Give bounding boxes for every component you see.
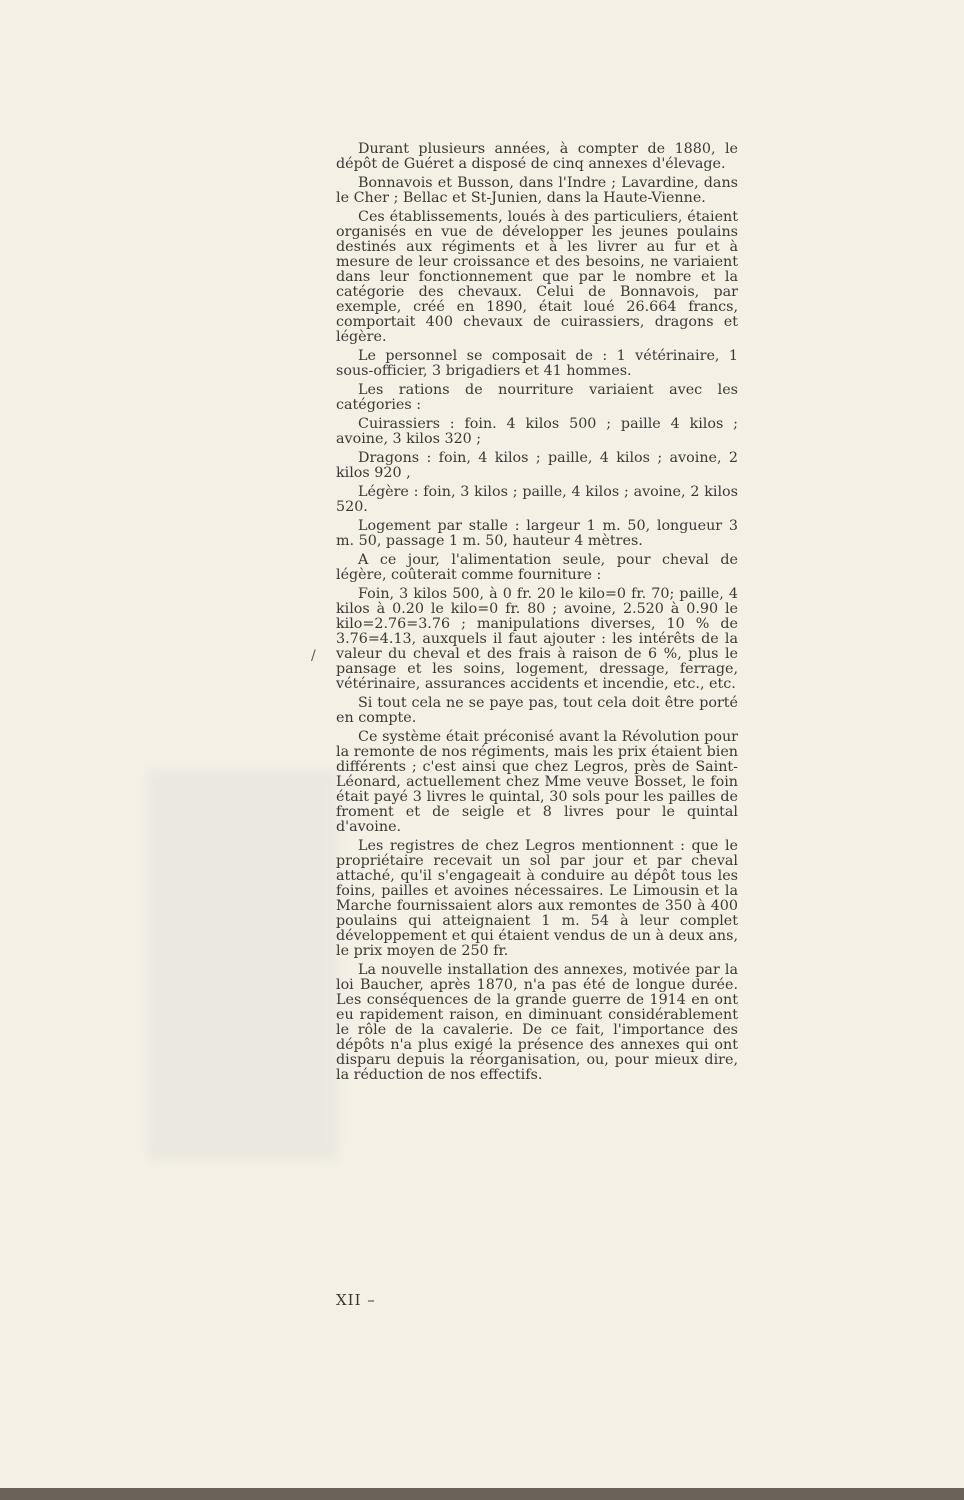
text-column [336,142,738,1087]
page-bottom-edge [0,1488,964,1500]
paragraph-15: La nouvelle installation des annexes, motivée par la loi Baucher, après 1870, n'a pas été de longue durée. Les conséquences de la grande guerre de 1914 en ont eu rapidement raison, en diminuant considérablement le rôle de la cavalerie. De ce fait, l'importance des dépôts n'a plus exigé la présence des annexes qui ont disparu depuis la réorganisation, ou, pour mieux dire, la réduction de nos effectifs. [336,962,738,1083]
paragraph-1: Durant plusieurs années, à compter de 1880, le dépôt de Guéret a disposé de cinq annexes d'élevage. [336,141,738,172]
paragraph-6: Cuirassiers : foin. 4 kilos 500 ; paille 4 kilos ; avoine, 3 kilos 320 ; [336,416,738,447]
paragraph-11: Foin, 3 kilos 500, à 0 fr. 20 le kilo=0 fr. 70; paille, 4 kilos à 0.20 le kilo=0 fr. 80 ; avoine, 2.520 à 0.90 le kilo=2.76=3.76 ; manipulations diverses, 10 % de 3.76=4.13, auxquels il faut ajouter : les intérêts de la valeur du cheval et des frais à raison de 6 %, plus le pansage et les soins, logement, dressage, ferrage, vétérinaire, assurances accidents et incendie, etc., etc. [336,586,738,692]
paragraph-7: Dragons : foin, 4 kilos ; paille, 4 kilos ; avoine, 2 kilos 920 , [336,450,738,481]
margin-mark: / [311,648,316,664]
paragraph-8: Légère : foin, 3 kilos ; paille, 4 kilos ; avoine, 2 kilos 520. [336,484,738,515]
page-number: XII – [336,1291,376,1309]
paragraph-5: Les rations de nourriture variaient avec les catégories : [336,382,738,413]
paper-stain [148,770,338,1160]
paragraph-14: Les registres de chez Legros mentionnent : que le propriétaire recevait un sol par jour et par cheval attaché, qu'il s'engageait à conduire au dépôt tous les foins, pailles et avoines nécessaires. Le Limousin et la Marche fournissaient alors aux remontes de 350 à 400 poulains qui atteignaient 1 m. 54 à leur complet développement et qui étaient vendus de un à deux ans, le prix moyen de 250 fr. [336,838,738,959]
paragraph-13: Ce système était préconisé avant la Révolution pour la remonte de nos régiments, mais les prix étaient bien différents ; c'est ainsi que chez Legros, près de Saint-Léonard, actuellement chez Mme veuve Bosset, le foin était payé 3 livres le quintal, 30 sols pour les pailles de froment et de seigle et 8 livres pour le quintal d'avoine. [336,729,738,835]
paragraph-3: Ces établissements, loués à des particuliers, étaient organisés en vue de développer les jeunes poulains destinés aux régiments et à les livrer au fur et à mesure de leur croissance et des besoins, ne variaient dans leur fonctionnement que par le nombre et la catégorie des chevaux. Celui de Bonnavois, par exemple, créé en 1890, était loué 26.664 francs, comportait 400 chevaux de cuirassiers, dragons et légère. [336,209,738,345]
paragraph-4: Le personnel se composait de : 1 vétérinaire, 1 sous-officier, 3 brigadiers et 41 hommes. [336,348,738,379]
paragraph-12: Si tout cela ne se paye pas, tout cela doit être porté en compte. [336,695,738,726]
paragraph-2: Bonnavois et Busson, dans l'Indre ; Lavardine, dans le Cher ; Bellac et St-Junien, dans la Haute-Vienne. [336,175,738,206]
paragraph-9: Logement par stalle : largeur 1 m. 50, longueur 3 m. 50, passage 1 m. 50, hauteur 4 mètres. [336,518,738,549]
paragraph-10: A ce jour, l'alimentation seule, pour cheval de légère, coûterait comme fourniture : [336,552,738,583]
